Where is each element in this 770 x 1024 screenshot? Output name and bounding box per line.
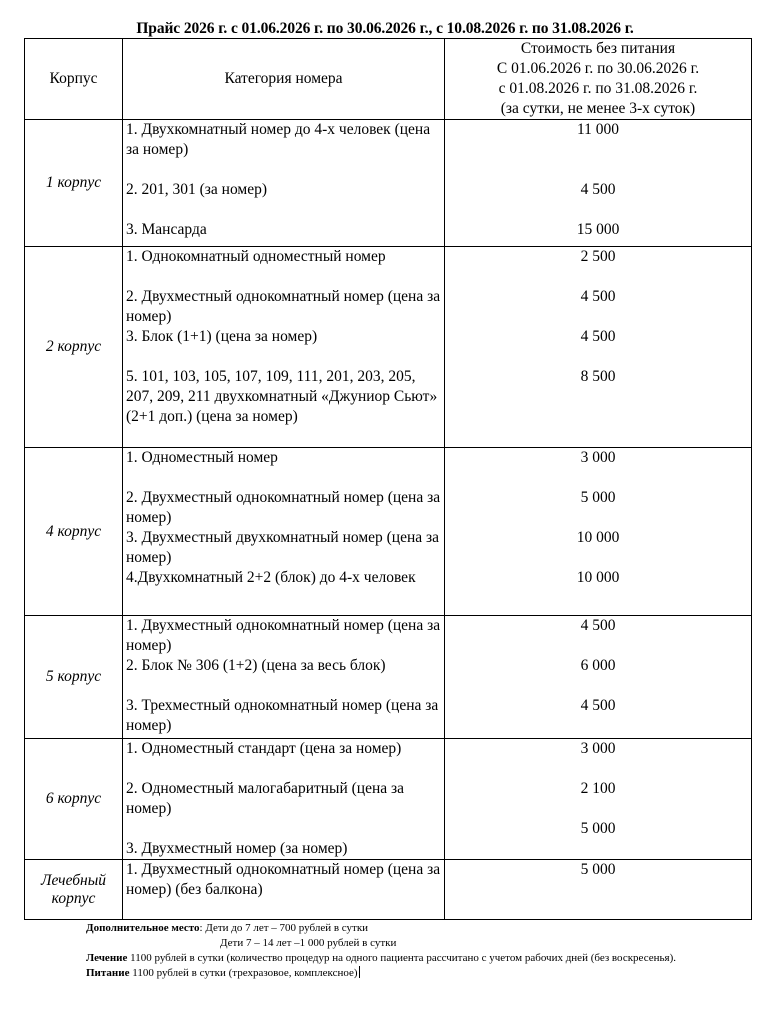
room-price: 15 000 <box>576 221 620 238</box>
room-category: 1. Однокомнатный одноместный номер <box>126 248 386 265</box>
room-category: 2. Двухместный однокомнатный номер (цена за номер) <box>126 288 441 325</box>
category-cell <box>123 860 445 920</box>
category-cell <box>123 448 445 616</box>
extra-bed-line1: : Дети до 7 лет – 700 рублей в сутки <box>199 922 369 934</box>
price-cell <box>445 739 752 860</box>
treatment-label: Лечение <box>86 952 128 964</box>
table-header-row <box>25 39 752 120</box>
table-row <box>25 860 752 920</box>
treatment-text: 1100 рублей в сутки (количество процедур на одного пациента рассчитано с учетом рабочих дней (без воскресенья). <box>127 952 676 964</box>
category-cell <box>123 247 445 448</box>
price-cell <box>445 448 752 616</box>
room-category: 2. Одноместный малогабаритный (цена за номер) <box>126 780 405 817</box>
extra-bed-note <box>86 921 752 936</box>
header-cost-line: (за сутки, не менее 3-х суток) <box>500 100 696 117</box>
room-price: 11 000 <box>576 121 620 138</box>
notes <box>86 921 752 981</box>
room-category: 5. 101, 103, 105, 107, 109, 111, 201, 203, 205, 207, 209, 211 двухкомнатный «Джуниор Сьют» (2+1 доп.) (цена за номер) <box>126 368 438 425</box>
corpus-label: Лечебный корпус <box>25 860 123 920</box>
category-cell <box>123 120 445 247</box>
room-category: 2. Двухместный однокомнатный номер (цена за номер) <box>126 489 441 526</box>
room-category: 3. Двухместный двухкомнатный номер (цена за номер) <box>126 529 440 566</box>
extra-bed-line2: Дети 7 – 14 лет –1 000 рублей в сутки <box>220 937 397 949</box>
room-category: 1. Двухместный однокомнатный номер (цена за номер) (без балкона) <box>126 861 441 898</box>
room-category: 3. Трехместный однокомнатный номер (цена за номер) <box>126 697 439 734</box>
room-price: 4 500 <box>580 288 616 305</box>
room-category: 3. Двухместный номер (за номер) <box>126 840 348 857</box>
header-cost <box>445 39 752 120</box>
price-cell <box>445 860 752 920</box>
food-note <box>86 966 752 981</box>
room-price: 5 000 <box>580 489 616 506</box>
price-cell <box>445 120 752 247</box>
header-cost-line: С 01.06.2026 г. по 30.06.2026 г. <box>496 60 700 77</box>
header-category: Категория номера <box>123 39 445 120</box>
room-price: 2 100 <box>580 780 616 797</box>
category-cell <box>123 616 445 739</box>
price-cell <box>445 616 752 739</box>
room-category: 1. Двухместный однокомнатный номер (цена за номер) <box>126 617 441 654</box>
category-cell <box>123 739 445 860</box>
treatment-note <box>86 951 752 966</box>
room-price: 8 500 <box>580 368 616 385</box>
room-category: 1. Двухкомнатный номер до 4-х человек (цена за номер) <box>126 121 431 158</box>
room-price: 5 000 <box>580 861 616 878</box>
text-cursor <box>359 966 360 978</box>
price-cell <box>445 247 752 448</box>
room-price: 4 500 <box>580 328 616 345</box>
room-price: 4 500 <box>580 181 616 198</box>
page-title: Прайс 2026 г. с 01.06.2026 г. по 30.06.2026 г., с 10.08.2026 г. по 31.08.2026 г. <box>136 20 634 37</box>
corpus-label: 2 корпус <box>25 247 123 448</box>
price-table <box>24 38 752 920</box>
room-price: 4 500 <box>580 617 616 634</box>
table-row <box>25 739 752 860</box>
header-corpus: Корпус <box>25 39 123 120</box>
room-price: 6 000 <box>580 657 616 674</box>
room-category: 2. Блок № 306 (1+2) (цена за весь блок) <box>126 657 386 674</box>
table-row <box>25 247 752 448</box>
table-row <box>25 120 752 247</box>
room-category: 1. Одноместный номер <box>126 449 278 466</box>
header-cost-line: Стоимость без питания <box>520 40 676 57</box>
extra-bed-label: Дополнительное место <box>86 922 200 934</box>
corpus-label: 6 корпус <box>25 739 123 860</box>
room-price: 10 000 <box>576 569 620 586</box>
room-category: 3. Мансарда <box>126 221 207 238</box>
table-row <box>25 616 752 739</box>
table-row <box>25 448 752 616</box>
header-cost-line: с 01.08.2026 г. по 31.08.2026 г. <box>498 80 698 97</box>
room-category: 2. 201, 301 (за номер) <box>126 181 268 198</box>
room-category: 4.Двухкомнатный 2+2 (блок) до 4-х человек <box>126 569 416 586</box>
room-category: 3. Блок (1+1) (цена за номер) <box>126 328 318 345</box>
room-price: 2 500 <box>580 248 616 265</box>
corpus-label: 4 корпус <box>25 448 123 616</box>
room-price: 3 000 <box>580 449 616 466</box>
room-price: 3 000 <box>580 740 616 757</box>
corpus-label: 5 корпус <box>25 616 123 739</box>
room-category: 1. Одноместный стандарт (цена за номер) <box>126 740 402 757</box>
food-label: Питание <box>86 967 130 979</box>
food-text: 1100 рублей в сутки (трехразовое, комплексное) <box>129 967 358 979</box>
room-price: 10 000 <box>576 529 620 546</box>
room-price: 4 500 <box>580 697 616 714</box>
room-price: 5 000 <box>580 820 616 837</box>
corpus-label: 1 корпус <box>25 120 123 247</box>
